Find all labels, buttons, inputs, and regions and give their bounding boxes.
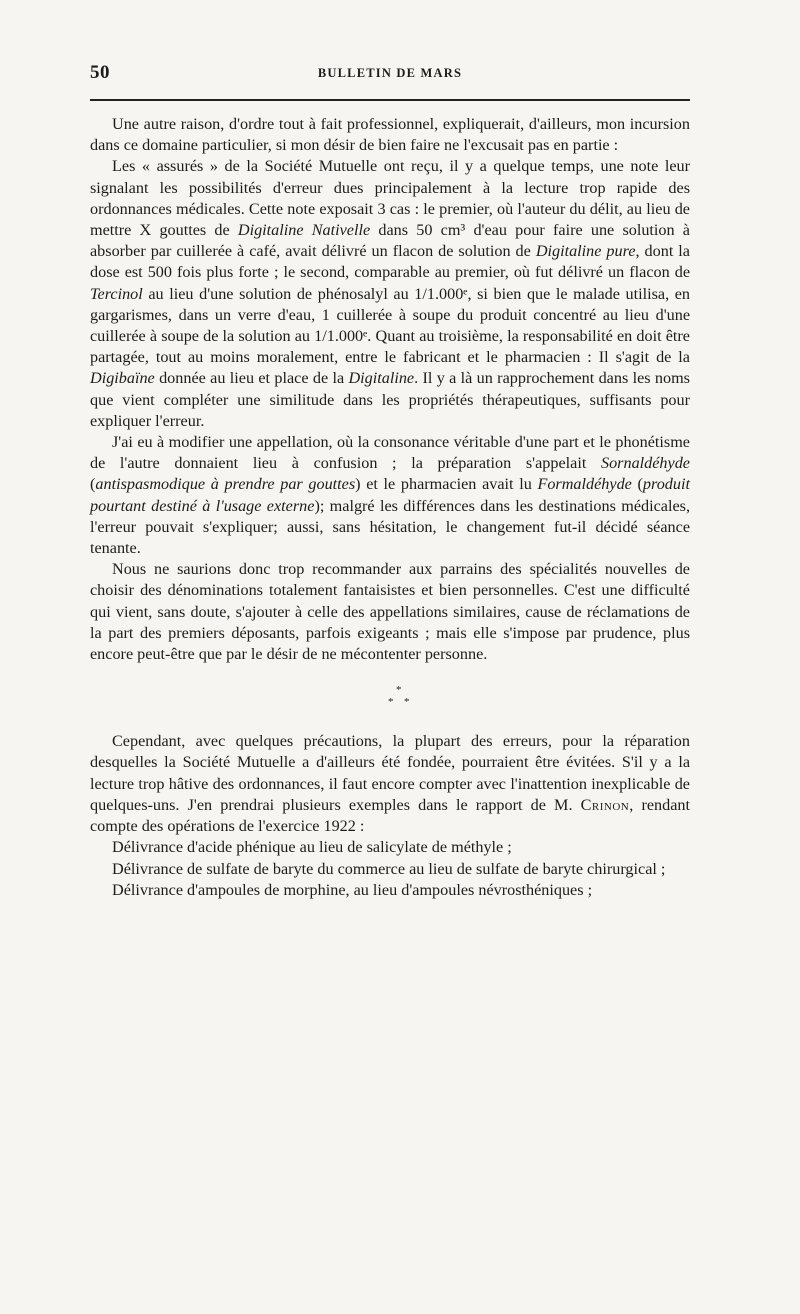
text-run: ); malgré les différences dans les destinations médicales, l'erreur pouvait s'expliquer; aussi, sans hésitation, le changement fut-il décidé séance tenante. (90, 496, 690, 558)
text-run: , dont la dose est 500 fois plus forte ; le second, comparable au premier, où fut délivré un flacon de (90, 242, 690, 282)
text-run: donnée au lieu et place de la (154, 369, 349, 388)
paragraph-1: Une autre raison, d'ordre tout à fait professionnel, expliquerait, d'ailleurs, mon incursion dans ce domaine particulier, si mon désir de bien faire ne l'excusait pas en partie : (90, 115, 690, 155)
paragraph-2 (90, 156, 690, 432)
paragraph-4: Nous ne saurions donc trop recommander aux parrains des spécialités nouvelles de choisir des dénominations totalement fantaisistes et bien personnelles. C'est une difficulté qui vient, sans doute, s'ajouter à celle des appellations similaires, cause de réclamations de la part des premiers déposants, parfois exigeants ; mais elle s'impose par prudence, plus encore peut-être que par le désir de ne mécontenter personne. (90, 560, 690, 664)
running-head: BULLETIN DE MARS (317, 66, 463, 80)
text-run: , rendant compte des opérations de l'exercice 1922 : (90, 795, 690, 836)
italic-run: Digibaïne (90, 369, 155, 388)
italic-run: Sornaldéhyde (600, 454, 690, 473)
text-run: dans 50 cm³ d'eau pour faire une solution à absorber par cuillerée à café, avait délivré un flacon de solution de (90, 221, 690, 261)
italic-run: antispasmodique à prendre par gouttes (95, 475, 356, 494)
italic-run: produit pourtant destiné à l'usage externe (90, 475, 690, 515)
list-item: Délivrance d'ampoules de morphine, au lieu d'ampoules névrosthéniques ; (112, 880, 593, 899)
paragraph-5 (90, 731, 690, 837)
section-asterism (90, 665, 690, 731)
list-item: Délivrance d'acide phénique au lieu de salicylate de méthyle ; (112, 838, 512, 857)
asterism-star: * (388, 696, 394, 709)
list-item: Délivrance de sulfate de baryte du commerce au lieu de sulfate de baryte chirurgical ; (112, 859, 666, 878)
italic-run: Tercinol (90, 284, 143, 303)
text-run: Les « assurés » de la Société Mutuelle ont reçu, il y a quelque temps, une note leur signalant les possibilités d'erreur dues principalement à la lecture trop rapide des ordonnances médicales. Cette note exposait 3 cas : le premier, où l'auteur du délit, au lieu de mettre X gouttes de (90, 157, 690, 240)
italic-run: Digitaline Nativelle (237, 221, 371, 240)
paragraph-3 (90, 432, 690, 559)
text-run: . Il y a là un rapprochement dans les noms que vient compléter une similitude dans les propriétés thérapeutiques, suffisants pour expliquer l'erreur. (90, 369, 690, 430)
page-header (90, 62, 690, 92)
italic-run: Digitaline (348, 369, 415, 388)
italic-run: Formaldéhyde (537, 475, 632, 494)
text-run: ) et le pharmacien avait lu (355, 475, 538, 494)
page-number: 50 (90, 62, 110, 83)
body-text (90, 114, 690, 901)
text-run: Cependant, avec quelques précautions, la plupart des erreurs, pour la réparation desquelles la Société Mutuelle a d'ailleurs été fondée, pourraient être évitées. S'il y a la lecture trop hâtive des ordonnances, il faut encore compter avec l'inattention inexplicable de quelques-uns. J'en prendrai plusieurs exemples dans le rapport de M. (90, 732, 690, 814)
text-run: ( (90, 475, 96, 494)
asterism-star: * (404, 696, 410, 709)
asterism-star: * (396, 684, 402, 697)
text-run: J'ai eu à modifier une appellation, où la consonance véritable d'une part et le phonétisme de l'autre donnaient lieu à confusion ; la préparation s'appelait (90, 433, 690, 473)
header-rule (90, 99, 690, 101)
text-run: au lieu d'une solution de phénosalyl au 1/1.000ᵉ, si bien que le malade utilisa, en gargarismes, dans un verre d'eau, 1 cuillerée à soupe du produit concentré au lieu d'une cuillerée à soupe de la solution au 1/1.000ᵉ. Quant au troisième, la responsabilité en doit être partagée, tout au moins moralement, entre le fabricant et le pharmacien : Il s'agit de la (90, 284, 690, 367)
author-name: Crinon (580, 795, 630, 814)
text-run: ( (631, 475, 643, 494)
italic-run: Digitaline pure (535, 242, 636, 261)
